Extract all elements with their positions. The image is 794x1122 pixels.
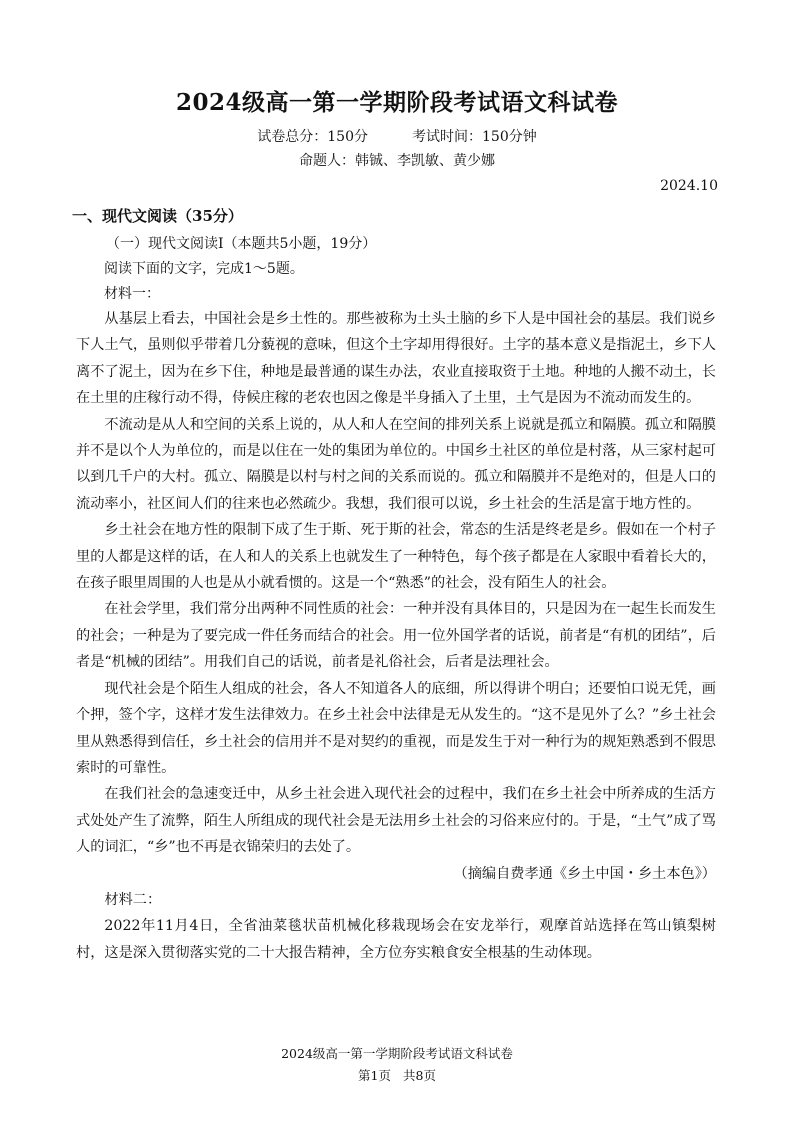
- exam-date: 2024.10: [660, 178, 718, 194]
- footer-pagination: [0, 1066, 794, 1084]
- exam-authors: 命题人：韩铖、李凯敏、黄少娜: [299, 153, 495, 169]
- material1-source: （摘编自费孝通《乡土中国・乡土本色》）: [453, 865, 716, 882]
- passage-paragraph: 在我们社会的急速变迁中，从乡土社会进入现代社会的过程中，我们在乡土社会中所养成的生活方式处处产生了流弊，陌生人所组成的现代社会是无法用乡土社会的习俗来应付的。于是，“土气”成了骂人的词汇，“乡”也不再是衣锦荣归的去处了。: [76, 786, 716, 856]
- passage-paragraph: 从基层上看去，中国社会是乡土性的。那些被称为土头土脑的乡下人是中国社会的基层。我们说乡下人土气，虽则似乎带着几分藐视的意味，但这个土字却用得很好。土字的基本意义是指泥土，乡下人离不了泥土，因为在乡下住，种地是最普通的谋生办法，农业直接取资于土地。种地的人搬不动土，长在土里的庄稼行动不得，侍候庄稼的老农也因之像是半身插入了土里，土气是因为不流动而发生的。: [76, 311, 716, 407]
- subsection-heading: （一）现代文阅读Ⅰ（本题共5小题，19分）: [106, 236, 377, 252]
- passage-paragraph: 在社会学里，我们常分出两种不同性质的社会：一种并没有具体目的，只是因为在一起生长而发生的社会；一种是为了要完成一件任务而结合的社会。用一位外国学者的话说，前者是“有机的团结”，后者是“机械的团结”。用我们自己的话说，前者是礼俗社会，后者是法理社会。: [76, 601, 716, 671]
- passage-paragraph: 乡土社会在地方性的限制下成了生于斯、死于斯的社会，常态的生活是终老是乡。假如在一个村子里的人都是这样的话，在人和人的关系上也就发生了一种特色，每个孩子都是在人家眼中看着长大的，在孩子眼里周围的人也是从小就看惯的。这是一个“熟悉”的社会，没有陌生人的社会。: [76, 522, 716, 592]
- exam-title: 2024级高一第一学期阶段考试语文科试卷: [175, 89, 618, 116]
- passage-paragraph: 现代社会是个陌生人组成的社会，各人不知道各人的底细，所以得讲个明白；还要怕口说无凭，画个押，签个字，这样才发生法律效力。在乡土社会中法律是无从发生的。“这不是见外了么？”乡土社会里从熟悉得到信任，乡土社会的信用并不是对契约的重视，而是发生于对一种行为的规矩熟悉到不假思索时的可靠性。: [76, 680, 716, 776]
- footer-exam-name: 2024级高一第一学期阶段考试语文科试卷: [281, 1046, 513, 1061]
- page-total: 共8页: [403, 1068, 436, 1083]
- passage-paragraph: 不流动是从人和空间的关系上说的，从人和人在空间的排列关系上说就是孤立和隔膜。孤立和隔膜并不是以个人为单位的，而是以住在一处的集团为单位的。中国乡土社区的单位是村落，从三家村起可以到几千户的大村。孤立、隔膜是以村与村之间的关系而说的。孤立和隔膜并不是绝对的，但是人口的流动率小，社区间人们的往来也必然疏少。我想，我们很可以说，乡土社会的生活是富于地方性的。: [76, 416, 716, 512]
- page-current: 第1页: [358, 1068, 391, 1083]
- exam-meta-line: [0, 126, 794, 146]
- material2-label: 材料二：: [104, 891, 162, 908]
- exam-time: 考试时间：150分钟: [412, 129, 537, 145]
- passage-body: [76, 306, 716, 966]
- section-heading: 一、现代文阅读（35分）: [72, 207, 243, 225]
- material2-paragraph: 2022年11月4日，全省油菜毯状苗机械化移栽现场会在安龙举行，观摩首站选择在笃山镇梨树村，这是深入贯彻落实党的二十大报告精神，全方位夯实粮食安全根基的生动体现。: [76, 918, 716, 961]
- total-score: 试卷总分：150分: [257, 129, 368, 145]
- reading-instruction: 阅读下面的文字，完成1～5题。: [104, 261, 304, 277]
- material1-label: 材料一：: [104, 286, 160, 302]
